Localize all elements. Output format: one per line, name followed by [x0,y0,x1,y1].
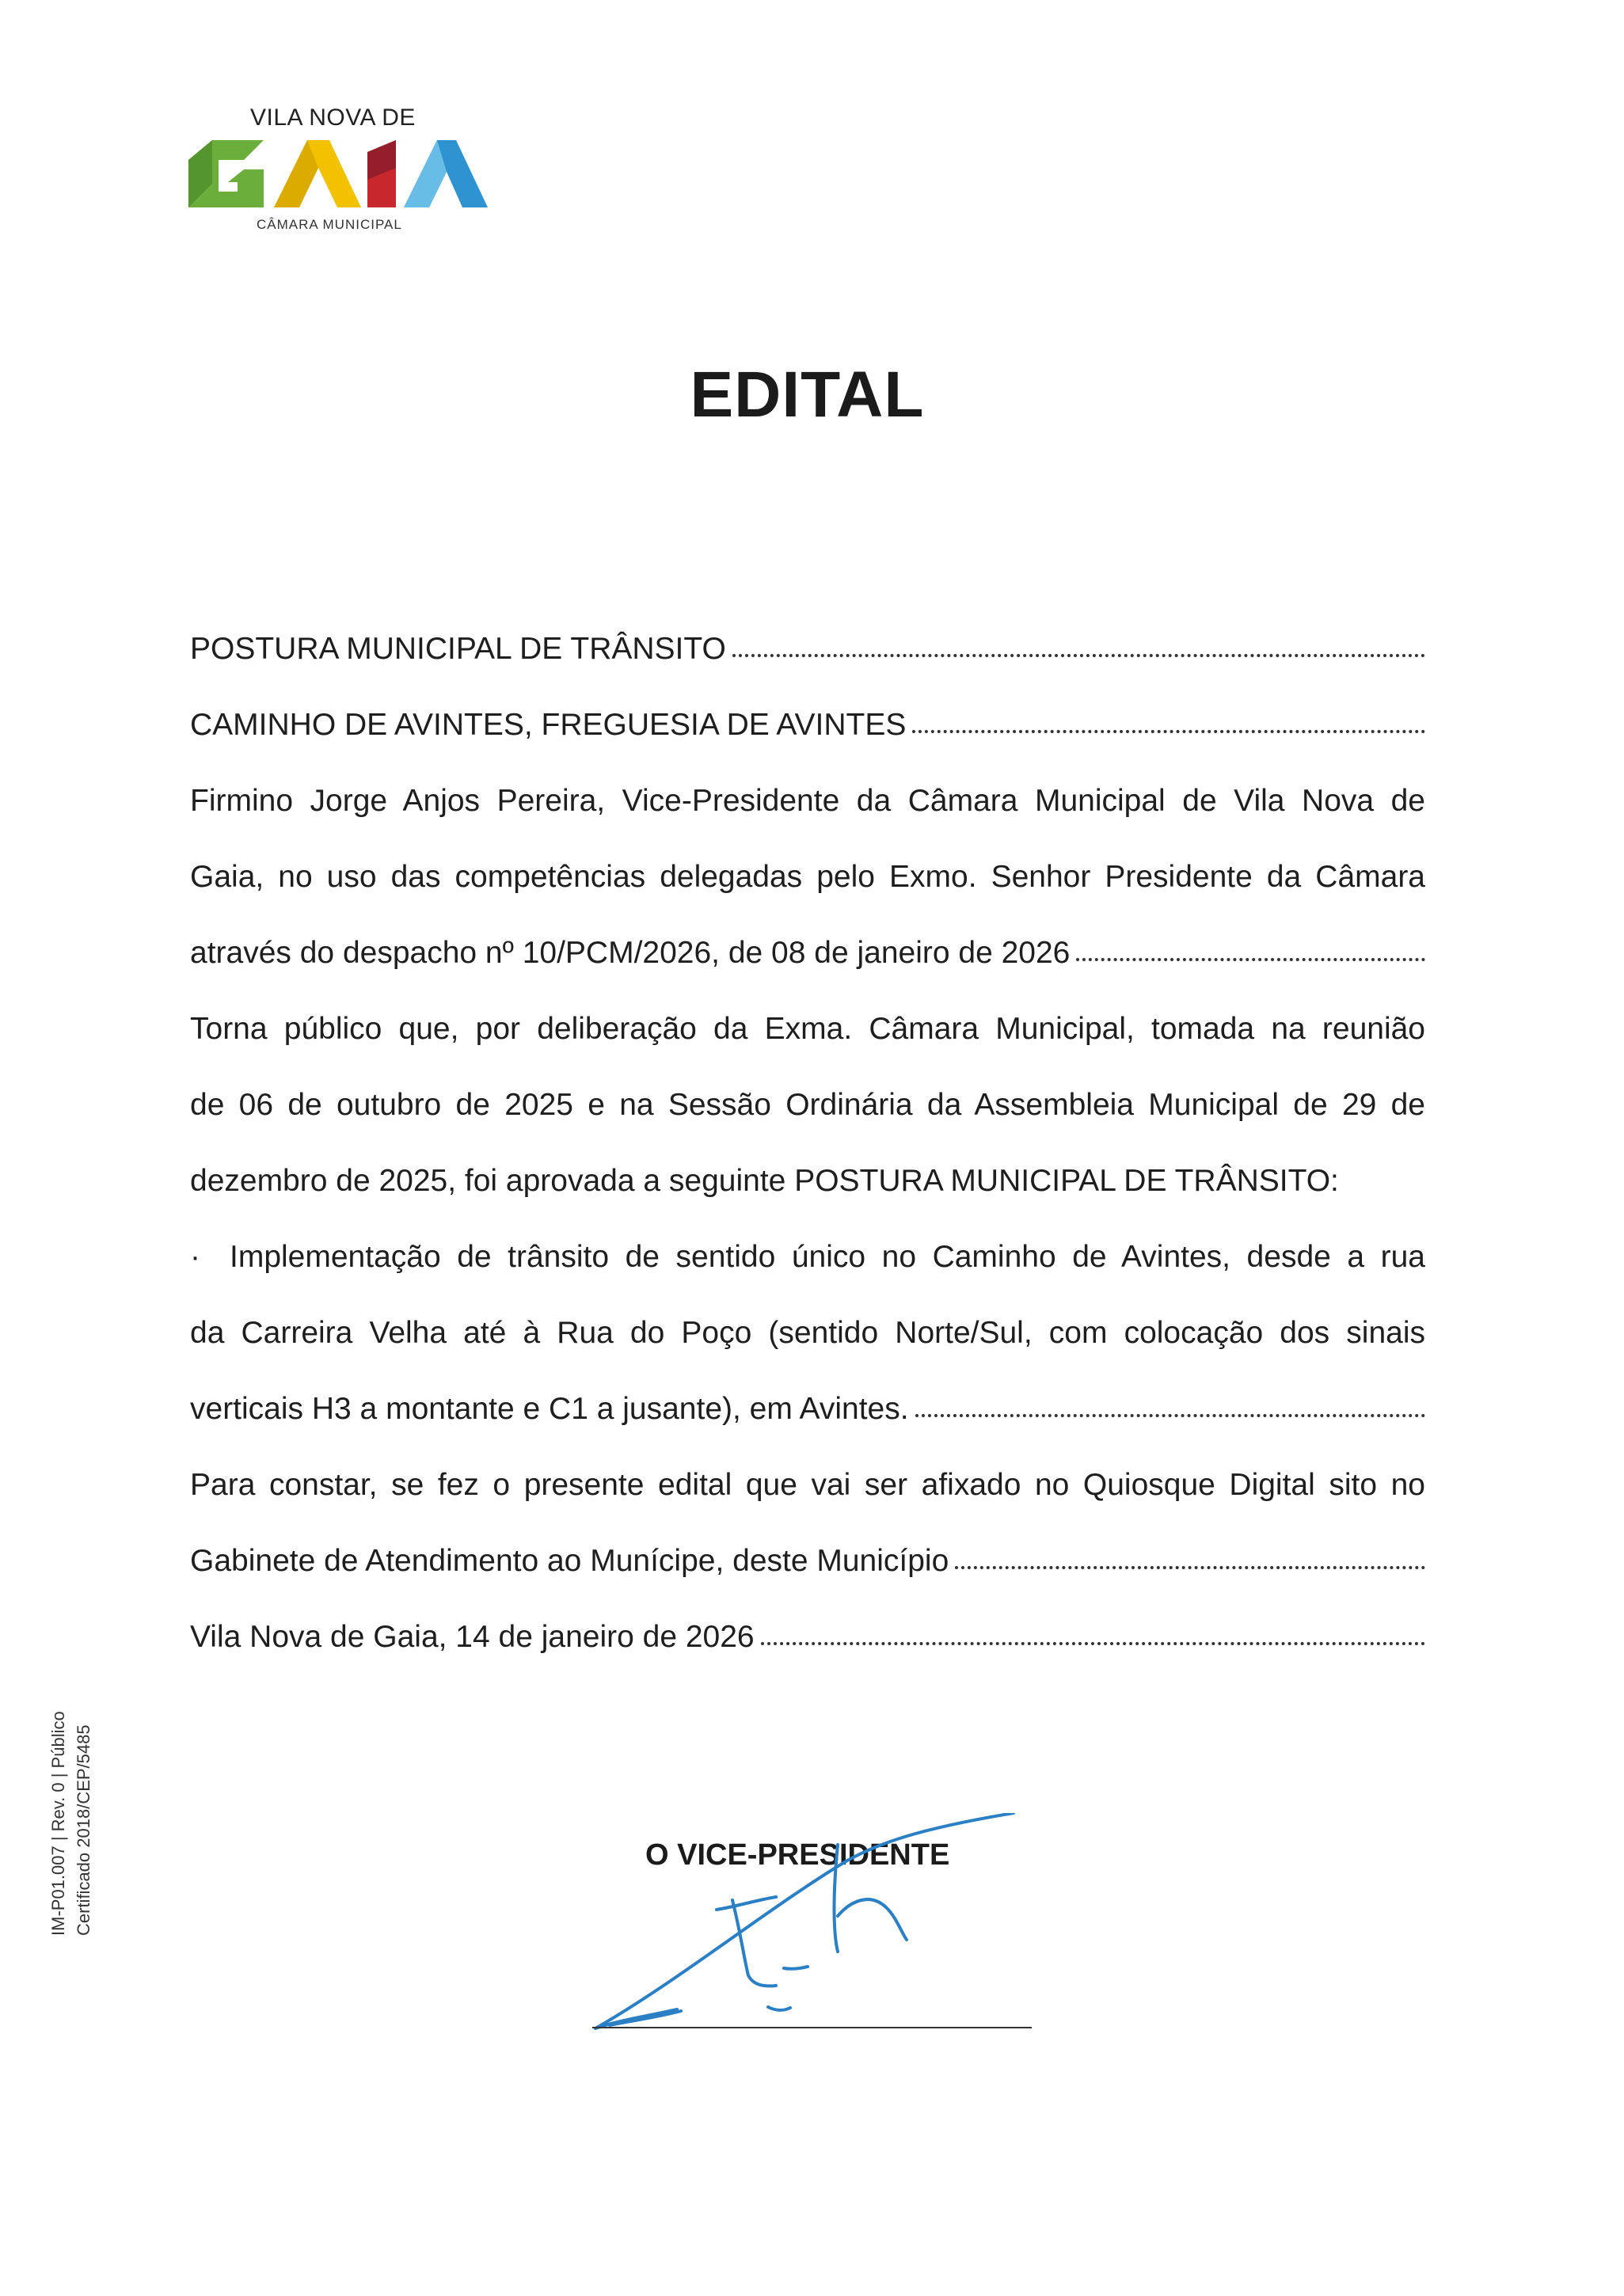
bullet-item-line [190,1234,1425,1310]
signatory-role: O VICE-PRESIDENTE [645,1838,950,1872]
document-side-code [46,1711,97,1936]
paragraph-line: Para constar, se fez o presente edital que vai ser afixado no Quiosque Digital sito no [190,1468,1425,1502]
side-code-line-2: Certificado 2018/CEP/5485 [74,1724,93,1936]
dot-leader [912,722,1425,733]
signature-line [592,2027,1032,2028]
text-line [190,929,1425,1005]
paragraph-line-end: Gabinete de Atendimento ao Munícipe, deste Município [190,1544,949,1578]
dot-leader [1076,950,1425,961]
dot-leader [732,646,1425,657]
text-line [190,1386,1425,1462]
dot-leader [915,1406,1425,1417]
text-line [190,625,1425,701]
paragraph-line-end: verticais H3 a montante e C1 a jusante), em Avintes. [190,1392,909,1426]
municipality-logo [188,105,489,235]
document-title [0,358,1624,432]
bullet-marker: · [190,1240,200,1274]
date-line: Vila Nova de Gaia, 14 de janeiro de 2026 [190,1620,755,1654]
paragraph-line-end: através do despacho nº 10/PCM/2026, de 08 de janeiro de 2026 [190,936,1071,970]
paragraph-line: Gaia, no uso das competências delegadas pelo Exmo. Senhor Presidente da Câmara [190,860,1425,894]
logo-top-text: VILA NOVA DE [250,105,416,131]
location-line: CAMINHO DE AVINTES, FREGUESIA DE AVINTES [190,708,907,742]
dot-leader [761,1634,1425,1645]
handwritten-signature [586,1813,1029,2051]
text-line [190,1614,1425,1690]
paragraph-line: de 06 de outubro de 2025 e na Sessão Ordinária da Assembleia Municipal de 29 de [190,1088,1425,1122]
side-code-line-1: IM-P01.007 | Rev. 0 | Público [48,1711,68,1936]
paragraph-line: da Carreira Velha até à Rua do Poço (sentido Norte/Sul, com colocação dos sinais [190,1316,1425,1350]
paragraph-line: Firmino Jorge Anjos Pereira, Vice-Presidente da Câmara Municipal de Vila Nova de [190,784,1425,818]
text-line [190,701,1425,777]
heading-line: POSTURA MUNICIPAL DE TRÂNSITO [190,632,726,666]
gaia-logo-mark [188,136,489,215]
dot-leader [955,1558,1425,1569]
paragraph-line: Torna público que, por deliberação da Exma. Câmara Municipal, tomada na reunião [190,1012,1425,1046]
logo-bottom-text: CÂMARA MUNICIPAL [257,217,402,232]
bullet-text: Implementação de trânsito de sentido único no Caminho de Avintes, desde a rua [230,1240,1425,1274]
text-line [190,1538,1425,1614]
paragraph-line: dezembro de 2025, foi aprovada a seguinte POSTURA MUNICIPAL DE TRÂNSITO: [190,1164,1339,1198]
document-body [190,625,1425,1690]
title-text: EDITAL [690,359,925,431]
